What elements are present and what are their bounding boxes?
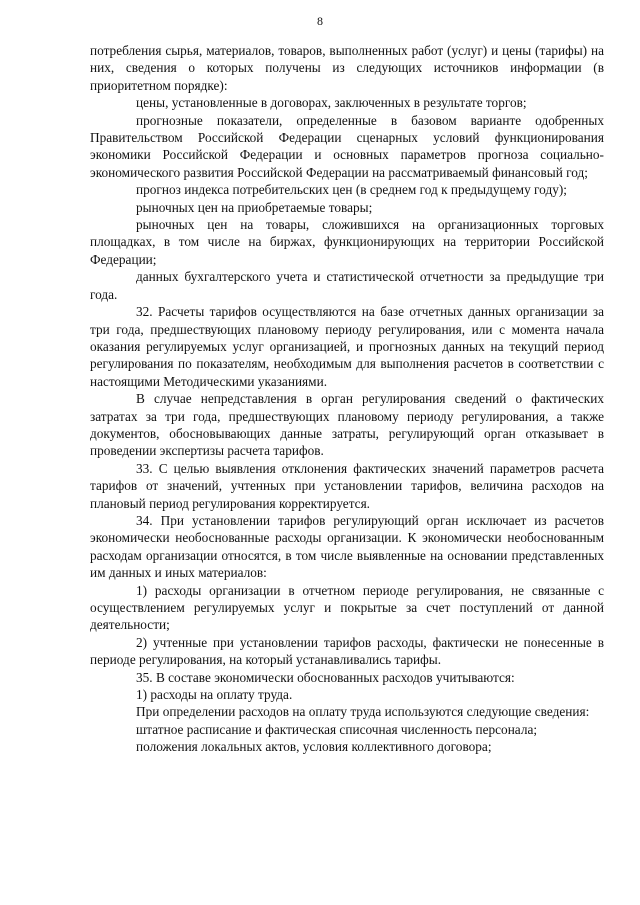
clause-34-item-1: 1) расходы организации в отчетном периоде регулирования, не связанные с осуществлением регулируемых услуг и покрытые за счет поступлений от данной деятельности;	[90, 582, 604, 633]
document-body	[90, 42, 604, 756]
clause-35-item-1: 1) расходы на оплату труда.	[136, 687, 293, 703]
clause-32: 32. Расчеты тарифов осуществляются на базе отчетных данных организации за три года, предшествующих плановому периоду регулирования, или с момента начала оказания регулируемых услуг организацией, и прогнозных данных на текущий период регулирования по показателям, необходимым для выполнения расчетов в соответствии с настоящими Методическими указаниями.	[90, 304, 604, 389]
page-number: 8	[317, 14, 323, 28]
labor-item-local-acts: положения локальных актов, условия коллективного договора;	[136, 739, 492, 755]
list-item-forecast-indicators: прогнозные показатели, определенные в базовом варианте одобренных Правительством Российской Федерации сценарных условий функционирования экономики Российской Федерации и основных параметров прогноза социально-экономического развития Российской Федерации на рассматриваемый финансовый год;	[90, 112, 604, 180]
list-item-exchange-prices: рыночных цен на товары, сложившихся на организационных торговых площадках, в том числе на биржах, функционирующих на территории Российской Федерации;	[90, 217, 604, 267]
clause-32-nonsubmission: В случае непредставления в орган регулирования сведений о фактических затратах за три года, предшествующих плановому периоду регулирования, а также документов, обосновывающих данные затраты, регулирующий орган отказывает в проведении экспертизы расчета тарифов.	[90, 391, 604, 459]
list-item-prices-contracts: цены, установленные в договорах, заключенных в результате торгов;	[136, 95, 527, 111]
list-item-market-prices: рыночных цен на приобретаемые товары;	[136, 199, 373, 215]
list-item-accounting-data: данных бухгалтерского учета и статистической отчетности за предыдущие три года.	[90, 269, 604, 302]
clause-34: 34. При установлении тарифов регулирующий орган исключает из расчетов экономически необоснованные расходы организации. К экономически необоснованным расходам организации относятся, в том числе выявленные на основании представленных им данных и иных материалов:	[90, 512, 604, 581]
list-item-cpi-forecast: прогноз индекса потребительских цен (в среднем год к предыдущему году);	[136, 182, 567, 198]
clause-34-item-2: 2) учтенные при установлении тарифов расходы, фактически не понесенные в периоде регулирования, на который устанавливались тарифы.	[90, 634, 604, 668]
labor-costs-intro: При определении расходов на оплату труда используются следующие сведения:	[136, 704, 590, 720]
labor-item-staffing: штатное расписание и фактическая списочная численность персонала;	[136, 721, 538, 737]
clause-33: 33. С целью выявления отклонения фактических значений параметров расчета тарифов от значений, учтенных при установлении тарифов, величина расходов на плановый период регулирования корректируется.	[90, 460, 604, 511]
clause-35: 35. В составе экономически обоснованных расходов учитываются:	[136, 669, 515, 685]
paragraph-continuation: потребления сырья, материалов, товаров, выполненных работ (услуг) и цены (тарифы) на них, сведения о которых получены из следующих источников информации (в приоритетном порядке):	[90, 43, 604, 93]
